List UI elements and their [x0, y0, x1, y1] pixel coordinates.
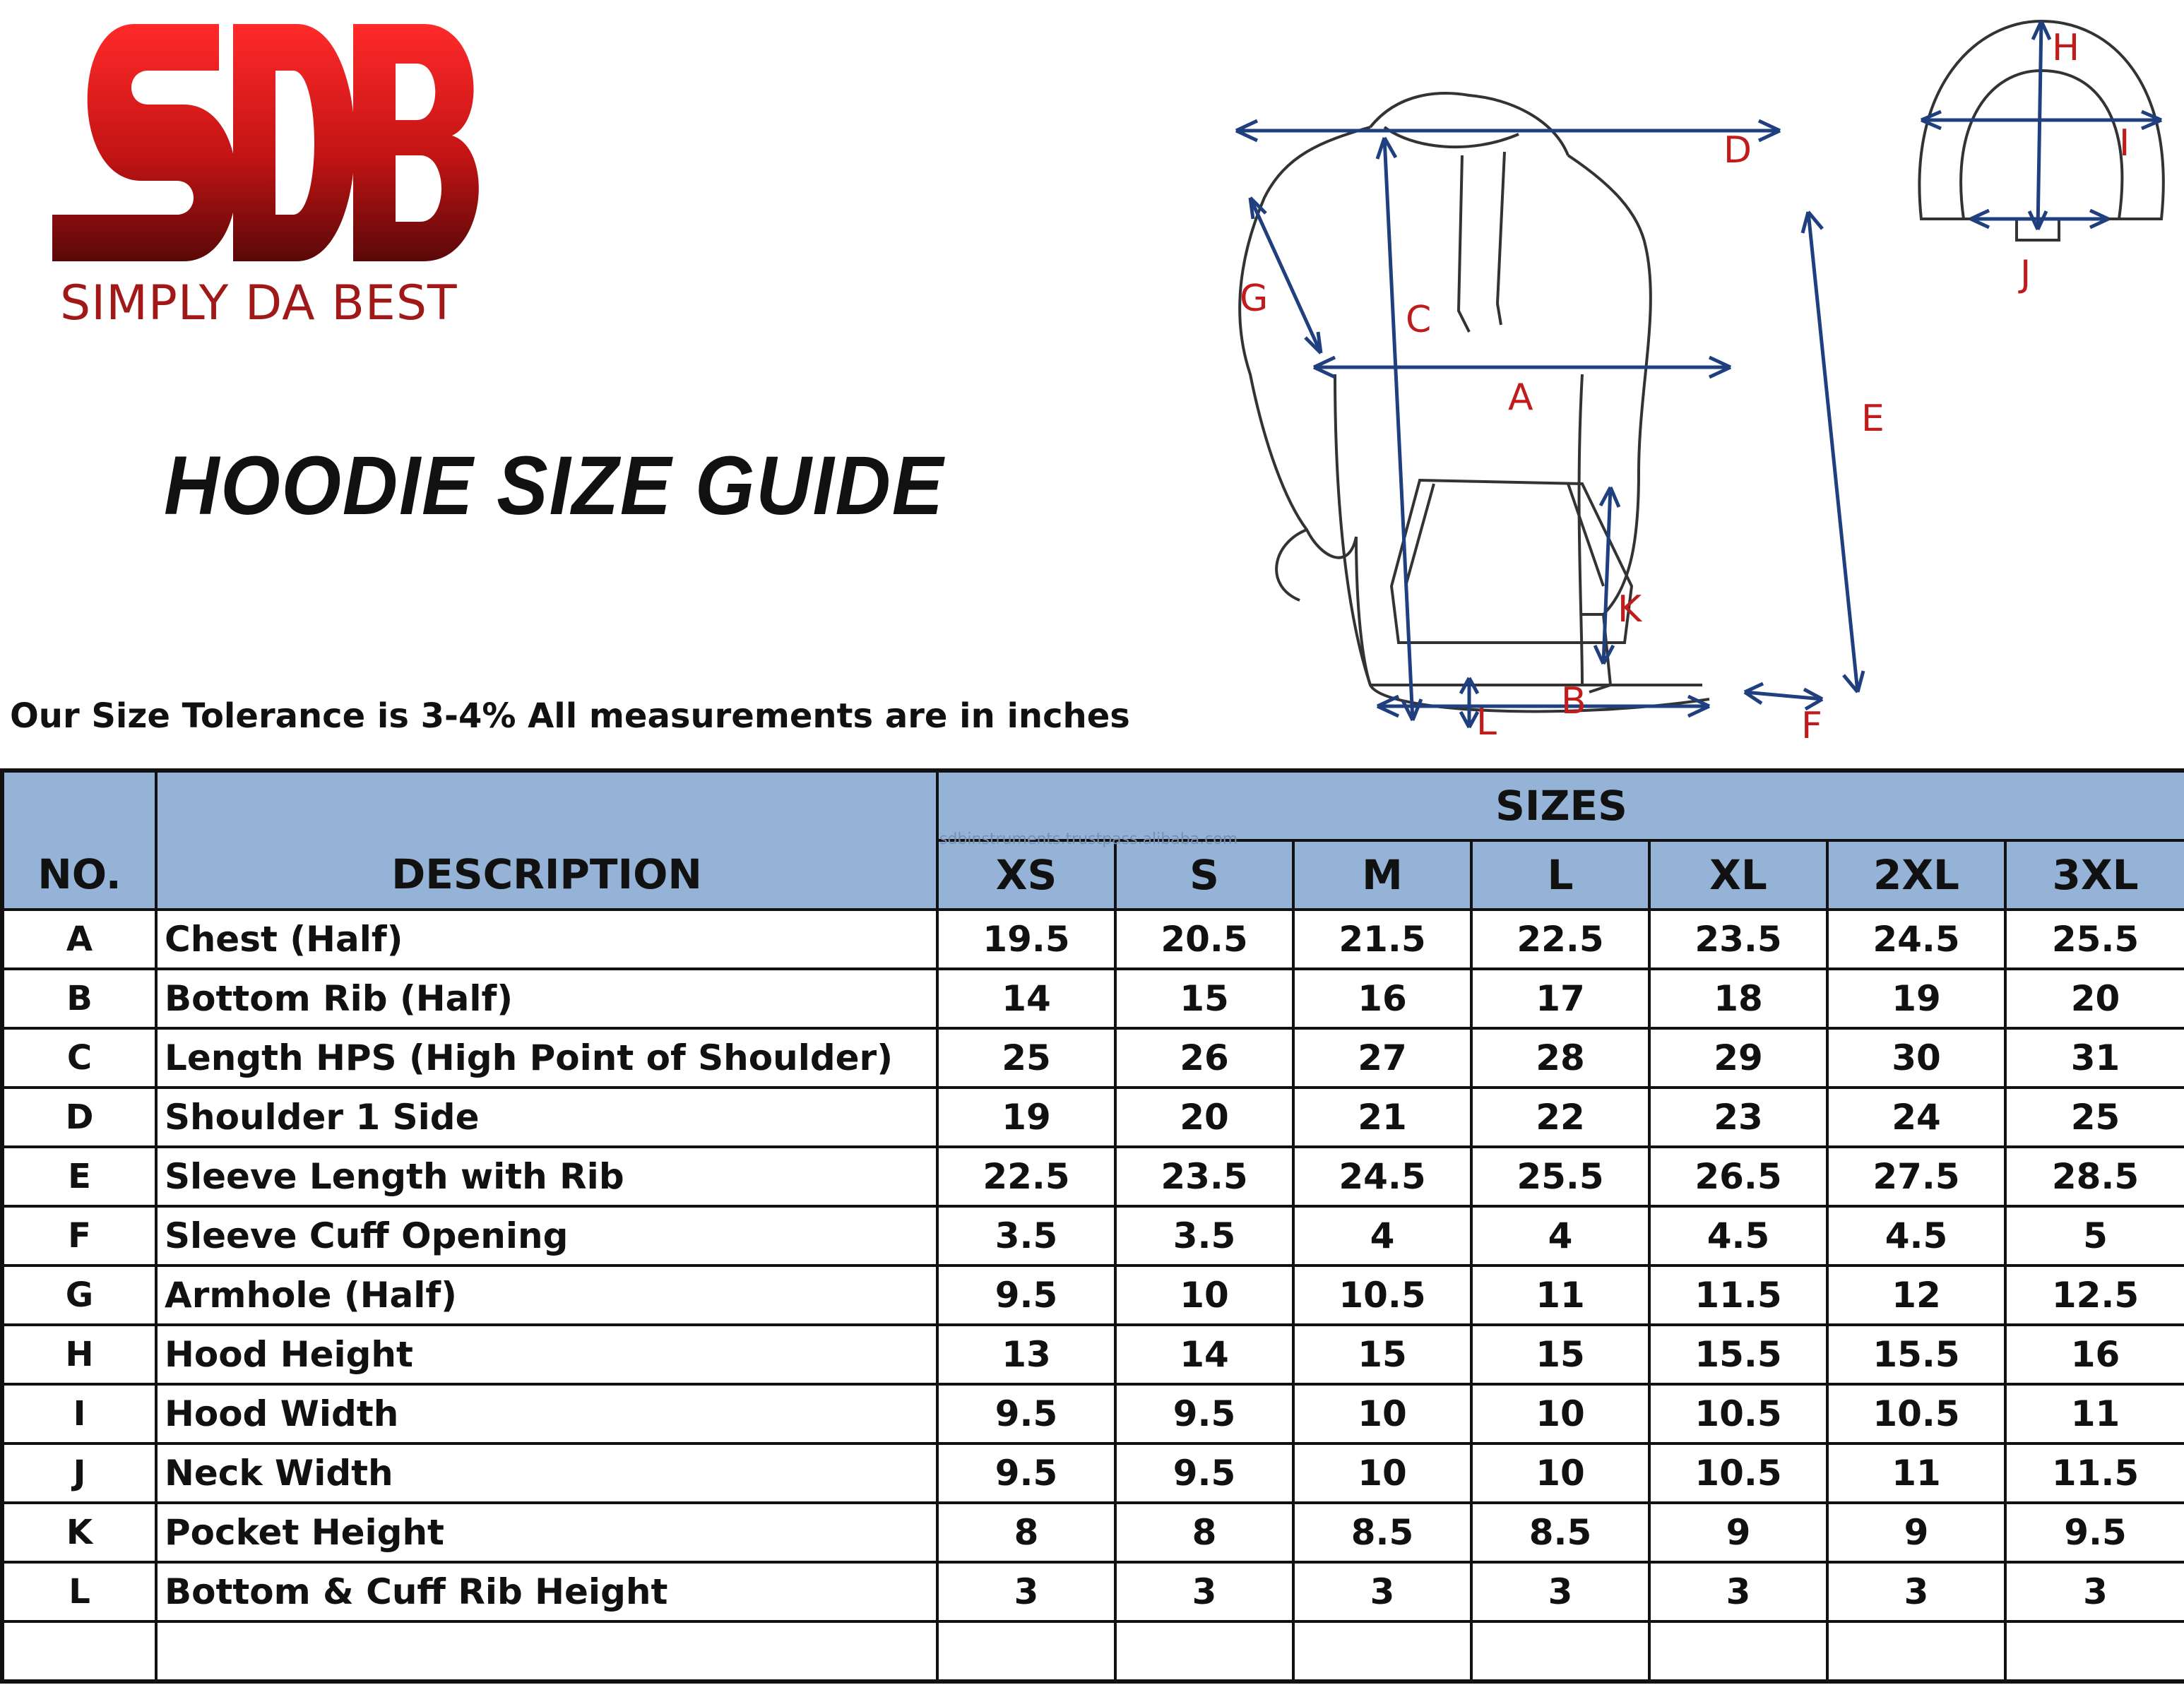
label-f: F [1801, 705, 1822, 742]
header-size-xs: XS [937, 840, 1115, 910]
cell-value: 5 [2005, 1206, 2184, 1266]
cell-value: 28 [1471, 1028, 1649, 1088]
cell-value [1649, 1621, 1827, 1681]
cell-value: 21.5 [1293, 910, 1471, 969]
cell-value: 10 [1293, 1384, 1471, 1443]
cell-value: 3.5 [1115, 1206, 1293, 1266]
row-code: L [2, 1562, 156, 1621]
label-i: I [2119, 122, 2130, 165]
row-description: Bottom & Cuff Rib Height [156, 1562, 937, 1621]
brand-name: SIMPLY DA BEST [60, 275, 458, 331]
cell-value: 20 [2005, 969, 2184, 1028]
header-size-l: L [1471, 840, 1649, 910]
cell-value: 28.5 [2005, 1147, 2184, 1206]
cell-value [1827, 1621, 2005, 1681]
cell-value: 4 [1471, 1206, 1649, 1266]
row-description: Hood Width [156, 1384, 937, 1443]
cell-value: 21 [1293, 1088, 1471, 1147]
row-description: Sleeve Cuff Opening [156, 1206, 937, 1266]
row-code [2, 1621, 156, 1681]
header-sizes: SIZES [937, 770, 2184, 840]
cell-value: 12 [1827, 1266, 2005, 1325]
cell-value: 25 [937, 1028, 1115, 1088]
cell-value: 25.5 [1471, 1147, 1649, 1206]
cell-value: 19 [1827, 969, 2005, 1028]
cell-value: 11 [1827, 1443, 2005, 1503]
row-code: I [2, 1384, 156, 1443]
cell-value: 26 [1115, 1028, 1293, 1088]
cell-value: 8.5 [1293, 1503, 1471, 1562]
table-row [2, 1562, 2184, 1621]
label-c: C [1406, 299, 1432, 341]
cell-value: 15 [1471, 1325, 1649, 1384]
size-table-body [2, 910, 2184, 1681]
size-table [0, 768, 2184, 1684]
cell-value: 23.5 [1649, 910, 1827, 969]
cell-value: 25.5 [2005, 910, 2184, 969]
cell-value: 3 [937, 1562, 1115, 1621]
cell-value: 9 [1827, 1503, 2005, 1562]
cell-value: 16 [2005, 1325, 2184, 1384]
table-row [2, 1266, 2184, 1325]
table-row [2, 1384, 2184, 1443]
cell-value: 10 [1471, 1443, 1649, 1503]
cell-value: 10 [1115, 1266, 1293, 1325]
cell-value: 3 [1471, 1562, 1649, 1621]
header-description: DESCRIPTION [156, 770, 937, 910]
table-row [2, 1443, 2184, 1503]
cell-value [1115, 1621, 1293, 1681]
table-row [2, 969, 2184, 1028]
cell-value: 8 [937, 1503, 1115, 1562]
cell-value: 29 [1649, 1028, 1827, 1088]
cell-value: 20.5 [1115, 910, 1293, 969]
cell-value: 10.5 [1293, 1266, 1471, 1325]
cell-value: 26.5 [1649, 1147, 1827, 1206]
cell-value [1471, 1621, 1649, 1681]
cell-value: 4.5 [1649, 1206, 1827, 1266]
sdb-logo-icon [42, 14, 494, 275]
row-code: F [2, 1206, 156, 1266]
cell-value: 9 [1649, 1503, 1827, 1562]
row-description: Shoulder 1 Side [156, 1088, 937, 1147]
cell-value: 3 [1649, 1562, 1827, 1621]
cell-value: 15.5 [1649, 1325, 1827, 1384]
row-description: Sleeve Length with Rib [156, 1147, 937, 1206]
header-size-2xl: 2XL [1827, 840, 2005, 910]
cell-value: 9.5 [937, 1443, 1115, 1503]
cell-value: 19 [937, 1088, 1115, 1147]
table-row [2, 910, 2184, 969]
cell-value: 3 [2005, 1562, 2184, 1621]
label-e: E [1861, 398, 1885, 440]
cell-value: 13 [937, 1325, 1115, 1384]
label-a: A [1508, 376, 1533, 419]
cell-value: 17 [1471, 969, 1649, 1028]
cell-value: 9.5 [1115, 1443, 1293, 1503]
table-row [2, 1325, 2184, 1384]
table-row [2, 1503, 2184, 1562]
cell-value: 4.5 [1827, 1206, 2005, 1266]
row-description: Length HPS (High Point of Shoulder) [156, 1028, 937, 1088]
table-row [2, 1088, 2184, 1147]
cell-value: 3.5 [937, 1206, 1115, 1266]
cell-value: 22 [1471, 1088, 1649, 1147]
tolerance-note: Our Size Tolerance is 3-4% All measurements are in inches [10, 696, 1130, 736]
cell-value: 27.5 [1827, 1147, 2005, 1206]
cell-value: 10.5 [1649, 1384, 1827, 1443]
hoodie-measurement-icon [1144, 78, 1900, 742]
label-b: B [1561, 680, 1586, 722]
cell-value: 15 [1293, 1325, 1471, 1384]
cell-value: 10 [1471, 1384, 1649, 1443]
cell-value: 27 [1293, 1028, 1471, 1088]
header-size-3xl: 3XL [2005, 840, 2184, 910]
row-description: Pocket Height [156, 1503, 937, 1562]
header-size-m: M [1293, 840, 1471, 910]
cell-value: 20 [1115, 1088, 1293, 1147]
row-code: B [2, 969, 156, 1028]
row-description: Bottom Rib (Half) [156, 969, 937, 1028]
cell-value: 22.5 [937, 1147, 1115, 1206]
watermark: sdbinstruments.trustpass.alibaba.com [939, 830, 1238, 848]
cell-value: 24 [1827, 1088, 2005, 1147]
cell-value: 3 [1827, 1562, 2005, 1621]
cell-value: 3 [1293, 1562, 1471, 1621]
hood-diagram [1907, 14, 2176, 297]
cell-value: 24.5 [1293, 1147, 1471, 1206]
hood-measurement-icon [1907, 14, 2176, 297]
cell-value: 11.5 [2005, 1443, 2184, 1503]
row-code: C [2, 1028, 156, 1088]
cell-value [937, 1621, 1115, 1681]
cell-value: 15 [1115, 969, 1293, 1028]
cell-value: 24.5 [1827, 910, 2005, 969]
row-code: J [2, 1443, 156, 1503]
row-description: Neck Width [156, 1443, 937, 1503]
row-code: K [2, 1503, 156, 1562]
cell-value: 25 [2005, 1088, 2184, 1147]
cell-value: 9.5 [937, 1266, 1115, 1325]
cell-value: 23.5 [1115, 1147, 1293, 1206]
row-code: A [2, 910, 156, 969]
cell-value: 8.5 [1471, 1503, 1649, 1562]
cell-value: 3 [1115, 1562, 1293, 1621]
cell-value: 22.5 [1471, 910, 1649, 969]
row-description [156, 1621, 937, 1681]
row-description: Armhole (Half) [156, 1266, 937, 1325]
cell-value: 11.5 [1649, 1266, 1827, 1325]
row-description: Hood Height [156, 1325, 937, 1384]
cell-value: 11 [1471, 1266, 1649, 1325]
hoodie-diagram [1144, 78, 1900, 742]
table-row [2, 1621, 2184, 1681]
cell-value: 9.5 [1115, 1384, 1293, 1443]
header-size-s: S [1115, 840, 1293, 910]
row-description: Chest (Half) [156, 910, 937, 969]
page-title: HOODIE SIZE GUIDE [164, 439, 944, 532]
cell-value: 9.5 [2005, 1503, 2184, 1562]
cell-value: 18 [1649, 969, 1827, 1028]
cell-value: 16 [1293, 969, 1471, 1028]
cell-value: 8 [1115, 1503, 1293, 1562]
cell-value: 14 [1115, 1325, 1293, 1384]
cell-value: 9.5 [937, 1384, 1115, 1443]
table-row [2, 1028, 2184, 1088]
cell-value: 10.5 [1827, 1384, 2005, 1443]
table-row [2, 1147, 2184, 1206]
table-row [2, 1206, 2184, 1266]
cell-value: 10.5 [1649, 1443, 1827, 1503]
cell-value: 19.5 [937, 910, 1115, 969]
cell-value: 31 [2005, 1028, 2184, 1088]
label-l: L [1476, 701, 1497, 742]
cell-value: 12.5 [2005, 1266, 2184, 1325]
row-code: E [2, 1147, 156, 1206]
cell-value: 14 [937, 969, 1115, 1028]
row-code: H [2, 1325, 156, 1384]
label-j: J [2020, 253, 2031, 295]
row-code: G [2, 1266, 156, 1325]
cell-value: 15.5 [1827, 1325, 2005, 1384]
cell-value: 11 [2005, 1384, 2184, 1443]
cell-value [2005, 1621, 2184, 1681]
label-g: G [1240, 278, 1269, 320]
label-h: H [2052, 27, 2080, 69]
label-k: K [1618, 588, 1642, 631]
cell-value: 30 [1827, 1028, 2005, 1088]
cell-value: 10 [1293, 1443, 1471, 1503]
label-d: D [1723, 129, 1752, 172]
header-no: NO. [2, 770, 156, 910]
cell-value: 4 [1293, 1206, 1471, 1266]
cell-value [1293, 1621, 1471, 1681]
row-code: D [2, 1088, 156, 1147]
header-size-xl: XL [1649, 840, 1827, 910]
cell-value: 23 [1649, 1088, 1827, 1147]
